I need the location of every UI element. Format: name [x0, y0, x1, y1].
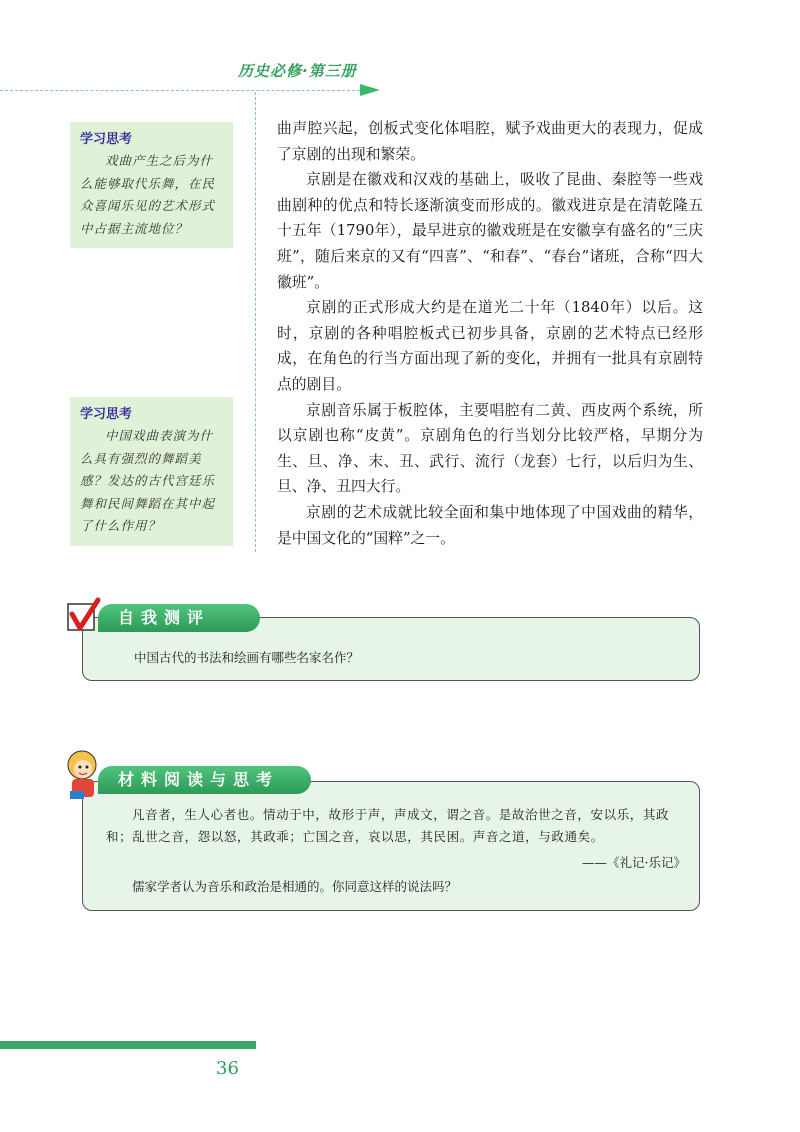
- header-dashed-line: [0, 90, 365, 91]
- paragraph: 京剧的正式形成大约是在道光二十年（1840年）以后。这时，京剧的各种唱腔板式已初步具备，京剧的艺术特点已经形成，在角色的行当方面出现了新的变化，并拥有一批具有京剧特点的剧目。: [277, 299, 703, 393]
- reading-source: ——《礼记·乐记》: [582, 855, 686, 870]
- paragraph: 京剧音乐属于板腔体，主要唱腔有二黄、西皮两个系统，所以京剧也称“皮黄”。京剧角色的行当划分比较严格，早期分为生、旦、净、末、丑、武行、流行（龙套）七行，以后归为生、旦、净、丑四大行。: [277, 401, 703, 496]
- page-number: 36: [216, 1058, 239, 1079]
- sidebar-note-body: 戏曲产生之后为什么能够取代乐舞，在民众喜闻乐见的艺术形式中占据主流地位？: [80, 153, 216, 236]
- footer-bar: [0, 1041, 256, 1049]
- sidebar-note-title: 学习思考: [80, 407, 133, 422]
- column-divider: [255, 92, 256, 552]
- paragraph: 京剧是在徽戏和汉戏的基础上，吸收了昆曲、秦腔等一些戏曲剧种的优点和特长逐渐演变而形成的。徽戏进京是在清乾隆五十五年（1790年），最早进京的徽戏班是在安徽享有盛名的“三庆班”，随后来京的又有“四喜”、“和春”、“春台”诸班，合称“四大徽班”。: [277, 171, 703, 291]
- self-test-question: 中国古代的书法和绘画有哪些名家名作？: [134, 650, 360, 665]
- paragraph: 京剧的艺术成就比较全面和集中地体现了中国戏曲的精华，是中国文化的“国粹”之一。: [277, 503, 703, 547]
- main-text: [277, 116, 703, 551]
- reading-banner: 材料阅读与思考: [98, 766, 311, 794]
- sidebar-study-note-2: [70, 397, 233, 546]
- sidebar-note-title: 学习思考: [80, 132, 133, 147]
- paragraph: 曲声腔兴起，创板式变化体唱腔，赋予戏曲更大的表现力，促成了京剧的出现和繁荣。: [277, 120, 703, 163]
- reading-quote: 凡音者，生人心者也。情动于中，故形于声，声成文，谓之音。是故治世之音，安以乐，其政和；乱世之音，怨以怒，其政乖；亡国之音，哀以思，其民困。声音之道，与政通矣。: [106, 807, 670, 844]
- self-test-banner: 自我测评: [98, 604, 260, 632]
- sidebar-study-note-1: [70, 122, 233, 248]
- header-arrow-icon: [360, 84, 380, 96]
- running-header-title: 历史必修·第三册: [238, 62, 357, 80]
- sidebar-note-body: 中国戏曲表演为什么具有强烈的舞蹈美感？发达的古代宫廷乐舞和民间舞蹈在其中起了什么作用？: [80, 428, 216, 533]
- reading-question: 儒家学者认为音乐和政治是相通的。你同意这样的说法吗？: [132, 879, 458, 894]
